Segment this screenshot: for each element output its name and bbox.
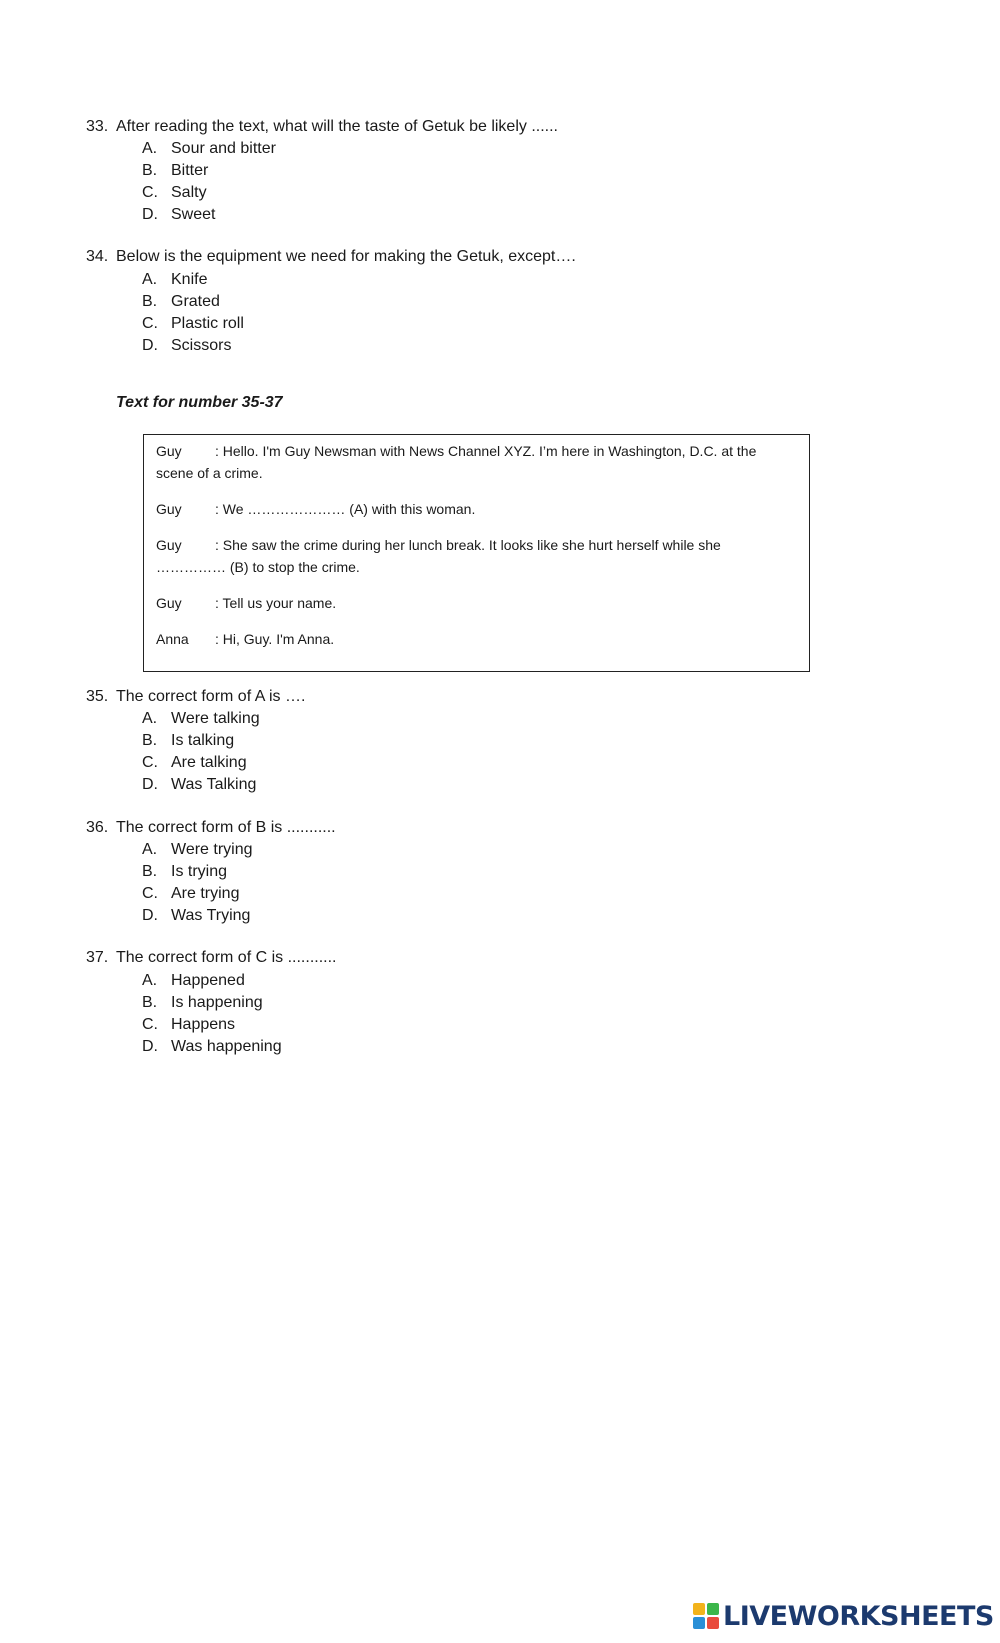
option-d[interactable]: D. Sweet <box>142 206 216 223</box>
option-a[interactable]: A. Were talking <box>142 710 260 727</box>
logo-text: LIVEWORKSHEETS <box>723 1600 994 1632</box>
option-a[interactable]: A. Happened <box>142 972 245 989</box>
option-c[interactable]: C. Are talking <box>142 754 247 771</box>
option-d[interactable]: D. Scissors <box>142 337 232 354</box>
dialog-text: : Hello. I'm Guy Newsman with News Channel XYZ. I’m here in Washington, D.C. at the <box>215 443 757 459</box>
question-number: 35. <box>86 688 109 705</box>
dialog-line <box>156 592 796 614</box>
question-34-options <box>142 269 244 357</box>
dialog-speaker: Guy <box>156 595 182 611</box>
dialog-text: : Tell us your name. <box>215 595 337 611</box>
question-36 <box>86 817 336 839</box>
section-title: Text for number 35-37 <box>116 394 283 411</box>
question-37 <box>86 947 337 969</box>
option-b[interactable]: B. Is talking <box>142 732 235 749</box>
logo-square <box>693 1603 705 1615</box>
question-33-options <box>142 138 276 226</box>
question-36-options <box>142 839 253 927</box>
dialog-line <box>156 628 796 650</box>
dialog-text-continued: scene of a crime. <box>156 465 263 481</box>
dialog-text: : Hi, Guy. I'm Anna. <box>215 631 335 647</box>
option-c[interactable]: C. Plastic roll <box>142 315 244 332</box>
question-text: Below is the equipment we need for making the Getuk, except…. <box>116 248 576 265</box>
logo-square <box>693 1617 705 1629</box>
question-33 <box>86 116 558 138</box>
question-text: The correct form of C is ........... <box>116 949 337 966</box>
dialog-speaker: Guy <box>156 501 182 517</box>
option-b[interactable]: B. Grated <box>142 293 220 310</box>
option-c[interactable]: C. Are trying <box>142 885 240 902</box>
dialog-box <box>143 434 810 672</box>
option-a[interactable]: A. Sour and bitter <box>142 140 276 157</box>
dialog-line <box>156 534 796 578</box>
option-c[interactable]: C. Happens <box>142 1016 236 1033</box>
logo-square <box>707 1617 719 1629</box>
question-35 <box>86 686 305 708</box>
question-35-options <box>142 708 260 796</box>
question-number: 37. <box>86 949 109 966</box>
logo-square <box>707 1603 719 1615</box>
option-d[interactable]: D. Was Trying <box>142 907 251 924</box>
question-number: 36. <box>86 819 109 836</box>
question-text: The correct form of B is ........... <box>116 819 336 836</box>
option-b[interactable]: B. Bitter <box>142 162 209 179</box>
option-a[interactable]: A. Knife <box>142 271 208 288</box>
question-number: 34. <box>86 248 109 265</box>
option-c[interactable]: C. Salty <box>142 184 207 201</box>
option-a[interactable]: A. Were trying <box>142 841 253 858</box>
question-text: After reading the text, what will the taste of Getuk be likely ...... <box>116 118 558 135</box>
option-d[interactable]: D. Was happening <box>142 1038 282 1055</box>
question-37-options <box>142 970 282 1058</box>
dialog-line <box>156 440 796 484</box>
dialog-speaker: Anna <box>156 631 189 647</box>
dialog-text: : We ………………… (A) with this woman. <box>215 501 476 517</box>
dialog-line <box>156 498 796 520</box>
question-34 <box>86 246 576 268</box>
liveworksheets-logo-icon <box>693 1603 719 1629</box>
dialog-text: : She saw the crime during her lunch break. It looks like she hurt herself while she <box>215 537 721 553</box>
option-b[interactable]: B. Is trying <box>142 863 228 880</box>
dialog-speaker: Guy <box>156 537 182 553</box>
dialog-text-continued: …………… (B) to stop the crime. <box>156 559 360 575</box>
question-text: The correct form of A is …. <box>116 688 306 705</box>
option-d[interactable]: D. Was Talking <box>142 776 257 793</box>
dialog-speaker: Guy <box>156 443 182 459</box>
question-number: 33. <box>86 118 109 135</box>
liveworksheets-logo <box>693 1601 994 1631</box>
option-b[interactable]: B. Is happening <box>142 994 263 1011</box>
